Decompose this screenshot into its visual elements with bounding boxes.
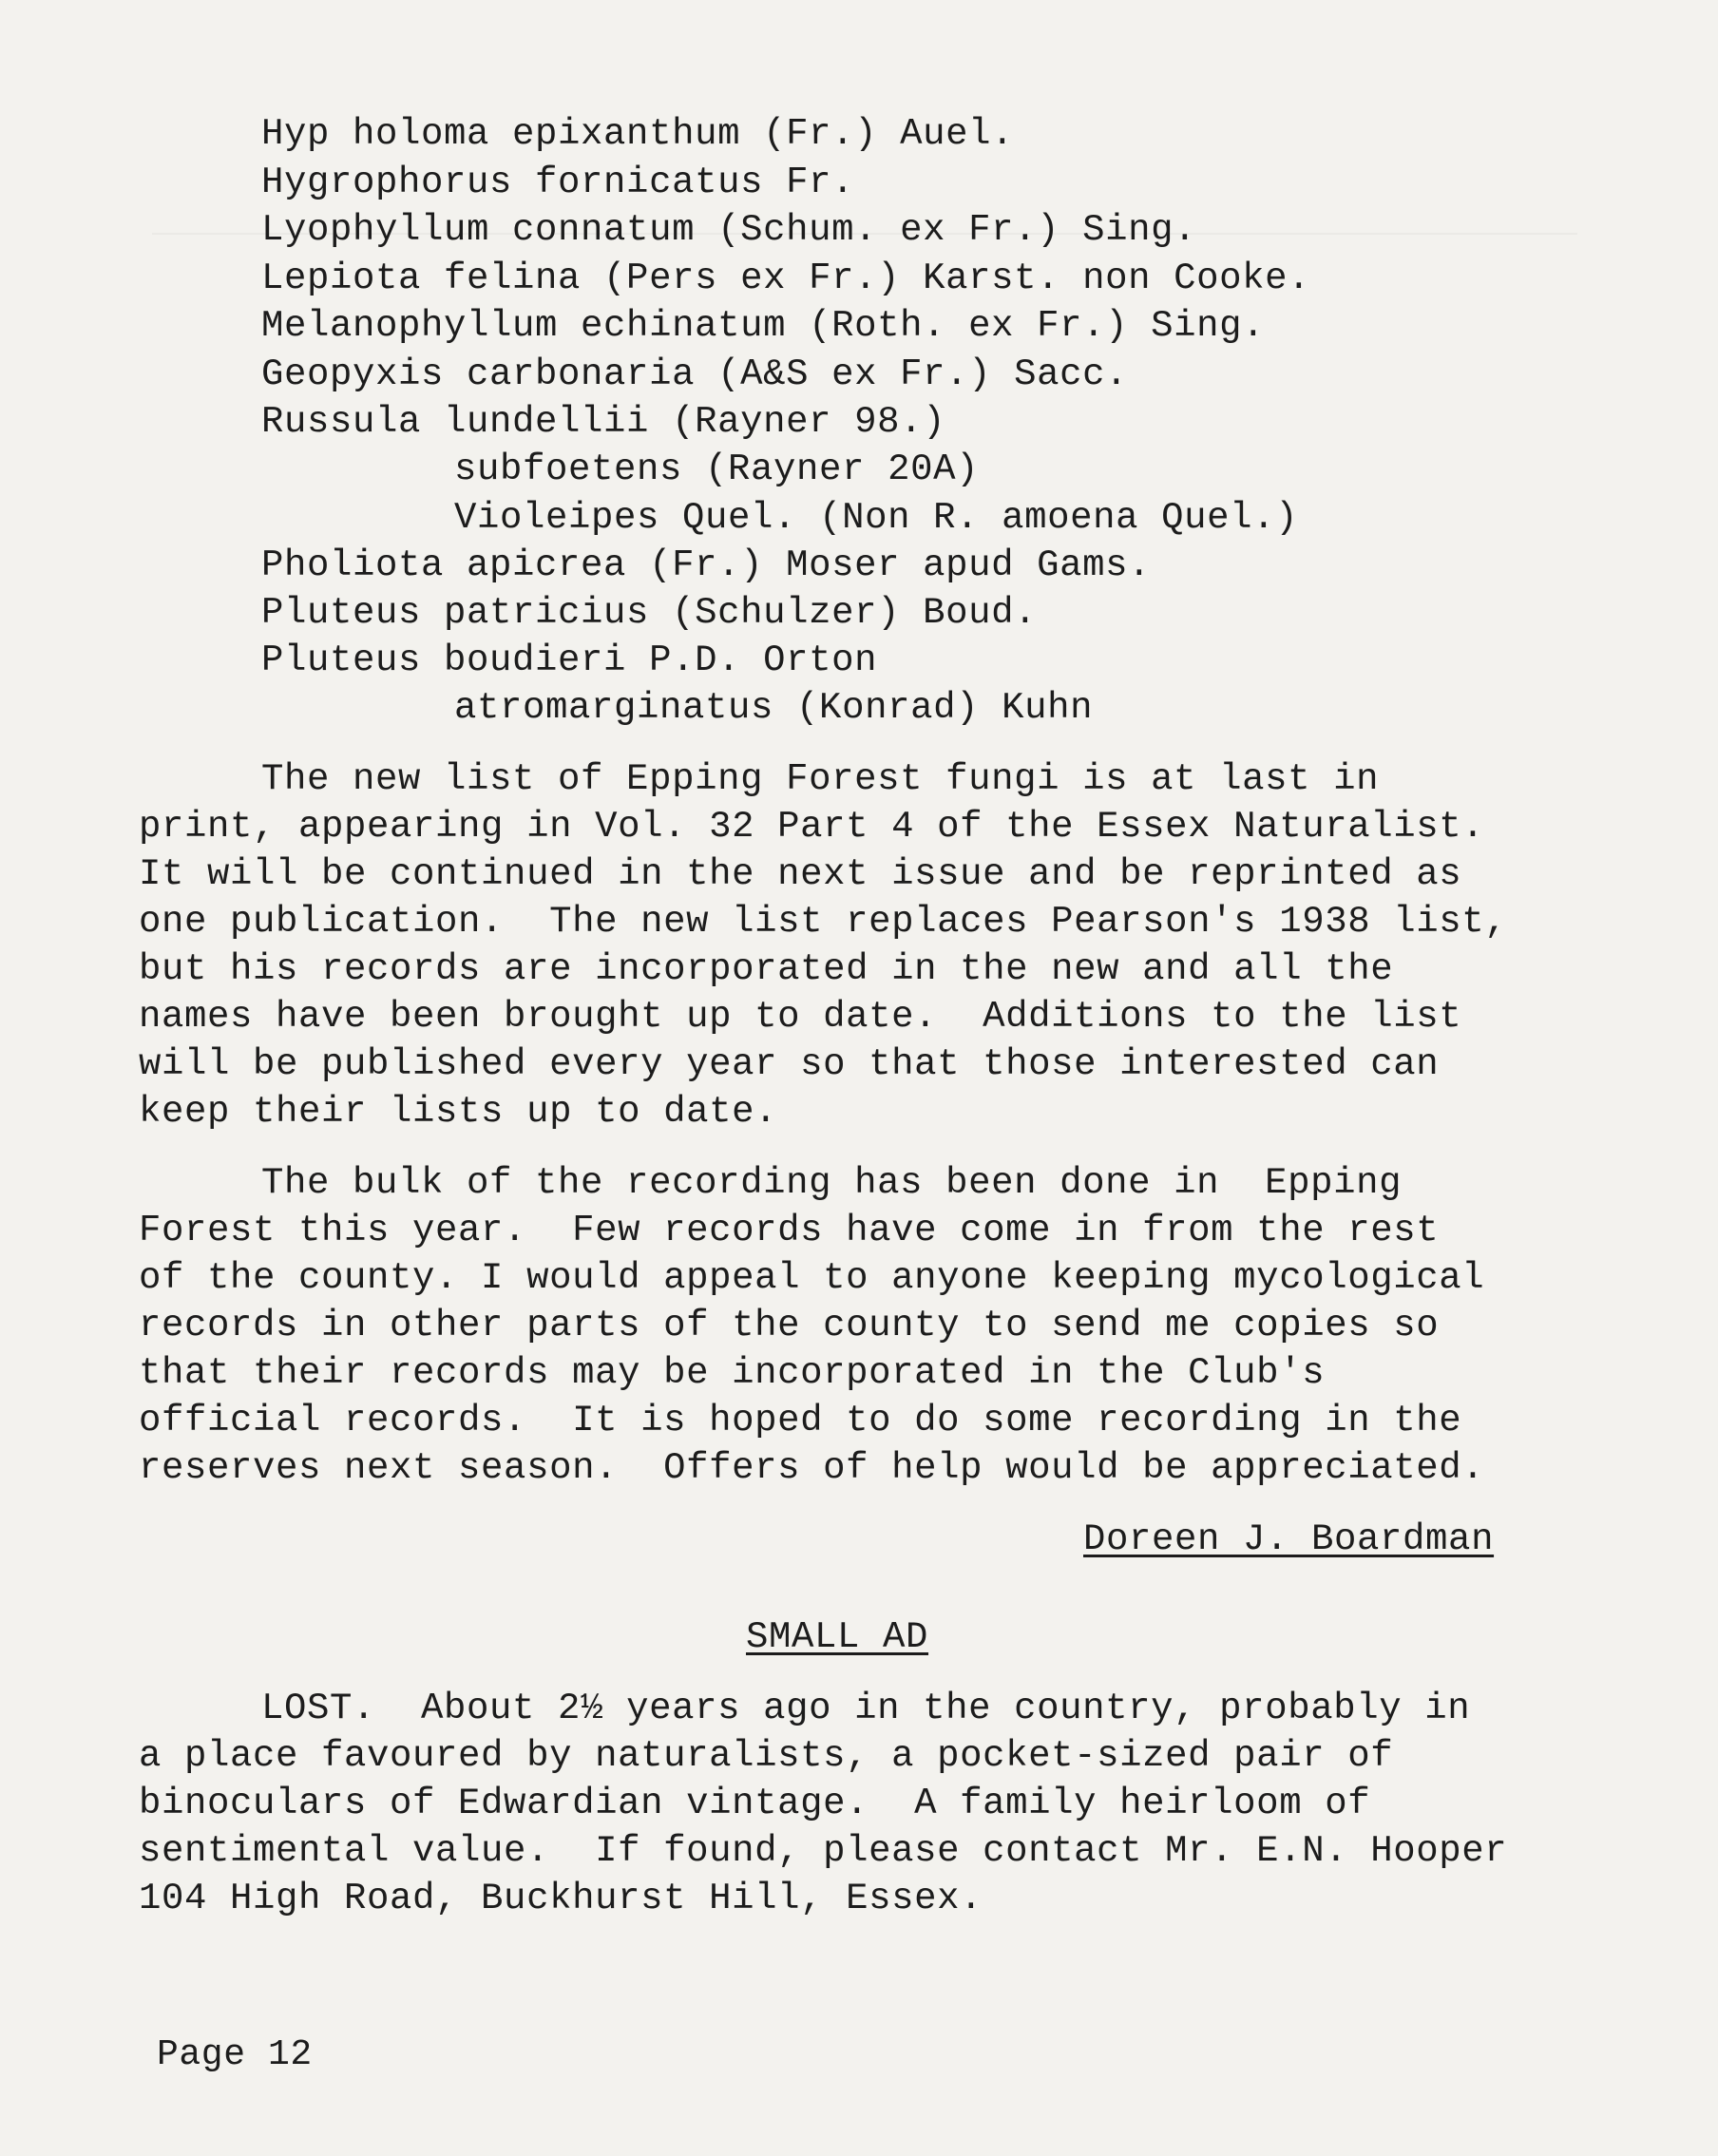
- paragraph-line: that their records may be incorporated in the Club's: [139, 1352, 1326, 1394]
- paragraph-line: one publication. The new list replaces Pearson's 1938 list,: [139, 901, 1508, 943]
- species-line: Hygrophorus fornicatus Fr.: [261, 162, 855, 203]
- species-line: Pholiota apicrea (Fr.) Moser apud Gams.: [261, 544, 1152, 586]
- paragraph-line: It will be continued in the next issue and be reprinted as: [139, 853, 1462, 895]
- page-number: Page 12: [157, 2034, 313, 2075]
- species-line: Violeipes Quel. (Non R. amoena Quel.): [454, 497, 1299, 539]
- paragraph-line: The new list of Epping Forest fungi is at last in: [261, 758, 1380, 800]
- small-ad-text-pre: LOST. About 2: [261, 1688, 582, 1729]
- small-ad-line: sentimental value. If found, please contact Mr. E.N. Hooper: [139, 1830, 1508, 1872]
- species-line: Hyp holoma epixanthum (Fr.) Auel.: [261, 113, 1015, 155]
- fraction-half: ½: [581, 1688, 604, 1729]
- species-line: Lepiota felina (Pers ex Fr.) Karst. non Cooke.: [261, 258, 1311, 299]
- species-line: Geopyxis carbonaria (A&S ex Fr.) Sacc.: [261, 353, 1129, 395]
- species-line: atromarginatus (Konrad) Kuhn: [454, 687, 1094, 729]
- paragraph-line: keep their lists up to date.: [139, 1091, 778, 1133]
- small-ad-text-post: years ago in the country, probably in: [603, 1688, 1471, 1729]
- small-ad-line: binoculars of Edwardian vintage. A family heirloom of: [139, 1783, 1371, 1824]
- paragraph-line: print, appearing in Vol. 32 Part 4 of the Essex Naturalist.: [139, 806, 1485, 848]
- paragraph-line: The bulk of the recording has been done in Epping: [261, 1162, 1403, 1204]
- paragraph-line: but his records are incorporated in the new and all the: [139, 948, 1394, 990]
- species-line: Pluteus boudieri P.D. Orton: [261, 639, 878, 681]
- paragraph-line: records in other parts of the county to send me copies so: [139, 1305, 1440, 1346]
- species-line: Pluteus patricius (Schulzer) Boud.: [261, 592, 1038, 634]
- small-ad-line: a place favoured by naturalists, a pocket-sized pair of: [139, 1735, 1394, 1777]
- species-line: Russula lundellii (Rayner 98.): [261, 401, 946, 443]
- species-line: subfoetens (Rayner 20A): [454, 448, 980, 490]
- small-ad-heading: SMALL AD: [746, 1616, 929, 1658]
- species-line: Lyophyllum connatum (Schum. ex Fr.) Sing.: [261, 209, 1197, 251]
- small-ad-line: [261, 1687, 1470, 1730]
- paragraph-line: official records. It is hoped to do some recording in the: [139, 1400, 1462, 1441]
- paragraph-line: names have been brought up to date. Additions to the list: [139, 996, 1462, 1038]
- small-ad-line: 104 High Road, Buckhurst Hill, Essex.: [139, 1878, 983, 1919]
- paragraph-line: will be published every year so that those interested can: [139, 1043, 1440, 1085]
- paragraph-line: of the county. I would appeal to anyone keeping mycological: [139, 1257, 1485, 1299]
- paragraph-line: reserves next season. Offers of help would be appreciated.: [139, 1447, 1485, 1489]
- species-line: Melanophyllum echinatum (Roth. ex Fr.) Sing.: [261, 305, 1266, 347]
- paragraph-line: Forest this year. Few records have come in from the rest: [139, 1210, 1440, 1251]
- author-signature: Doreen J. Boardman: [1083, 1518, 1495, 1560]
